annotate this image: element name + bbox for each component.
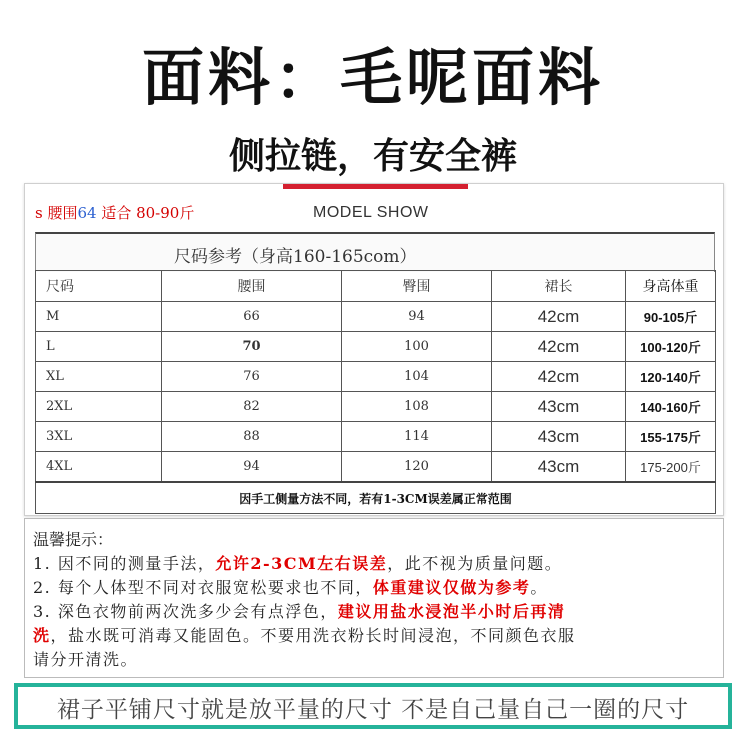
notes-line-3 <box>33 599 565 622</box>
notes-line-5: 请分开清洗。 <box>33 650 139 669</box>
cell-size: 2XL <box>36 392 162 422</box>
cell-hip: 108 <box>342 392 492 422</box>
header-hip: 臀围 <box>342 271 492 302</box>
table-footer-note: 因手工侧量方法不同，若有1-3CM误差属正常范围 <box>36 482 716 514</box>
cell-weight: 100-120斤 <box>626 332 716 362</box>
cell-waist: 66 <box>162 302 342 332</box>
fit-note-suffix: 适合 80-90斤 <box>96 204 195 222</box>
notes-highlight: 建议用盐水浸泡半小时后再清 <box>337 602 566 621</box>
cell-length: 43cm <box>492 392 626 422</box>
table-footer-row <box>36 482 716 514</box>
cell-hip: 120 <box>342 452 492 483</box>
model-show-label: MODEL SHOW <box>313 204 429 221</box>
cell-weight: 120-140斤 <box>626 362 716 392</box>
table-row <box>36 332 716 362</box>
notes-text: 3. 深色衣物前两次洗多少会有点浮色， <box>33 602 338 621</box>
cell-length: 42cm <box>492 332 626 362</box>
table-row <box>36 422 716 452</box>
notes-highlight: 体重建议仅做为参考 <box>372 578 531 597</box>
header-waist: 腰围 <box>162 271 342 302</box>
table-header-row <box>36 271 716 302</box>
cell-length: 43cm <box>492 452 626 483</box>
cell-hip: 100 <box>342 332 492 362</box>
table-row <box>36 392 716 422</box>
cell-waist: 70 <box>162 332 342 362</box>
notes-highlight: 允许2-3CM左右误差 <box>215 554 388 573</box>
header-length: 裙长 <box>492 271 626 302</box>
cell-weight: 175-200斤 <box>626 452 716 483</box>
table-title: 尺码参考（身高160-165com） <box>174 247 417 267</box>
cell-hip: 114 <box>342 422 492 452</box>
fit-note-prefix: s 腰围 <box>35 204 78 222</box>
cell-waist: 82 <box>162 392 342 422</box>
notes-text: 1. 因不同的测量手法， <box>33 554 216 573</box>
notes-line-4 <box>33 623 576 646</box>
cell-length: 42cm <box>492 302 626 332</box>
table-row <box>36 302 716 332</box>
notes-line-1 <box>33 551 562 574</box>
size-chart-card <box>24 183 724 516</box>
cell-size: 3XL <box>36 422 162 452</box>
cell-length: 42cm <box>492 362 626 392</box>
cell-length: 43cm <box>492 422 626 452</box>
notes-text: 。 <box>530 578 548 597</box>
table-row <box>36 452 716 483</box>
bottom-banner <box>14 683 732 729</box>
cell-hip: 104 <box>342 362 492 392</box>
cell-waist: 76 <box>162 362 342 392</box>
page-subtitle: 侧拉链，有安全裤 <box>228 136 517 177</box>
notes-line-2 <box>33 575 548 598</box>
care-notes-box <box>24 518 724 678</box>
fit-note-waist: 64 <box>77 204 97 222</box>
header-size: 尺码 <box>36 271 162 302</box>
accent-bar <box>283 184 468 189</box>
cell-weight: 140-160斤 <box>626 392 716 422</box>
cell-size: XL <box>36 362 162 392</box>
cell-hip: 94 <box>342 302 492 332</box>
table-title-bar <box>35 232 715 272</box>
notes-highlight: 洗 <box>33 626 51 645</box>
cell-weight: 90-105斤 <box>626 302 716 332</box>
cell-waist: 94 <box>162 452 342 483</box>
notes-text: 2. 每个人体型不同对衣服宽松要求也不同， <box>33 578 373 597</box>
cell-size: M <box>36 302 162 332</box>
size-table <box>35 270 716 514</box>
cell-size: L <box>36 332 162 362</box>
notes-text: ，盐水既可消毒又能固色。不要用洗衣粉长时间浸泡，不同颜色衣服 <box>50 626 576 645</box>
cell-waist: 88 <box>162 422 342 452</box>
notes-text: ，此不视为质量问题。 <box>387 554 563 573</box>
header-height-weight: 身高体重 <box>626 271 716 302</box>
cell-size: 4XL <box>36 452 162 483</box>
fit-note <box>35 202 194 223</box>
notes-title: 温馨提示： <box>33 530 114 549</box>
cell-weight: 155-175斤 <box>626 422 716 452</box>
banner-text: 裙子平铺尺寸就是放平量的尺寸 不是自己量自己一圈的尺寸 <box>56 697 690 723</box>
table-row <box>36 362 716 392</box>
page-title: 面料：毛呢面料 <box>141 41 604 114</box>
